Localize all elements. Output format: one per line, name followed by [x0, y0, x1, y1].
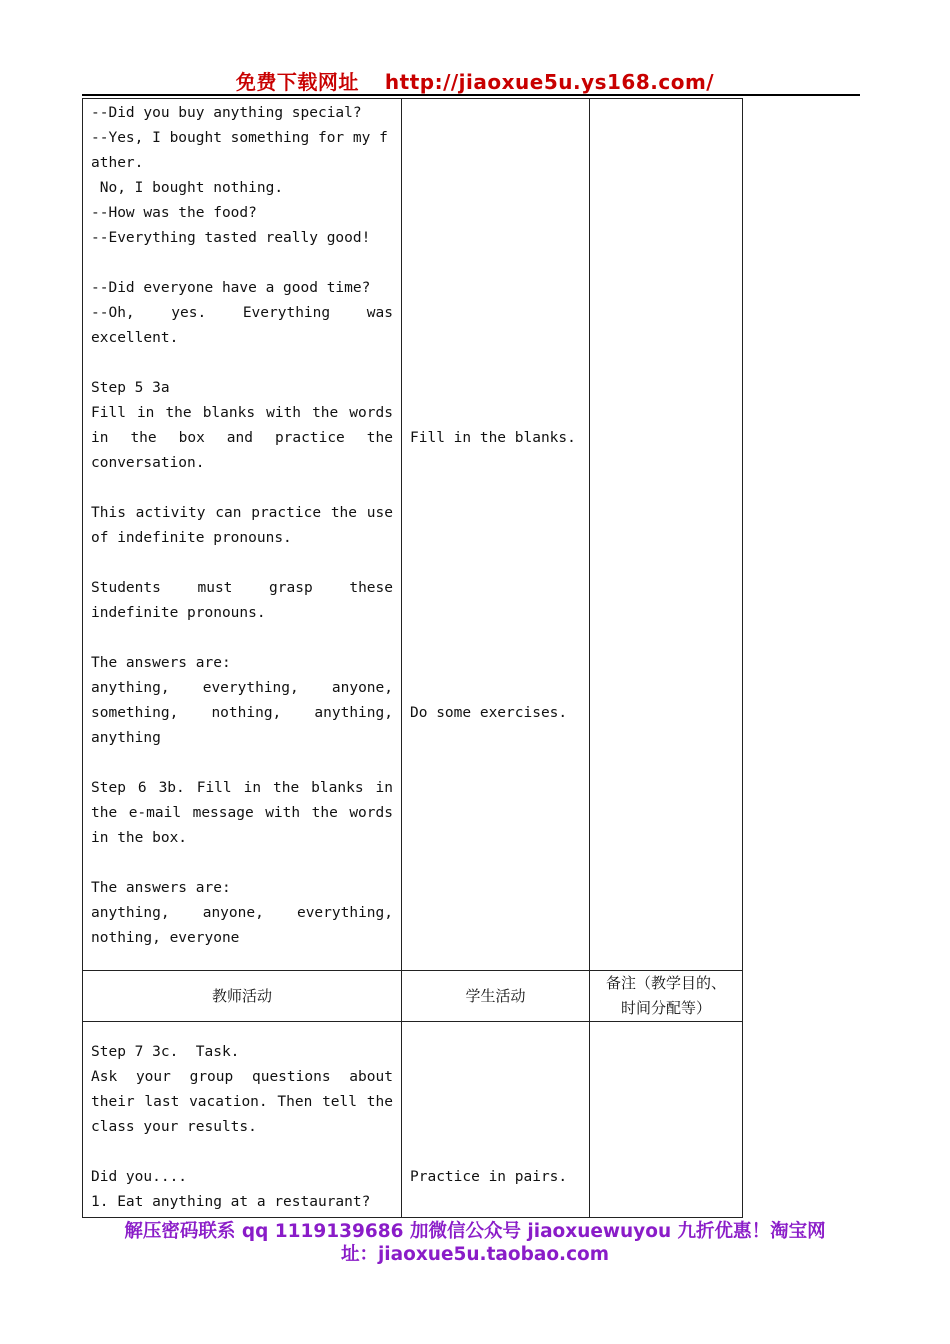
- text-line-justified: This activity can practice the use: [91, 505, 393, 521]
- text-line: anything: [91, 730, 161, 746]
- text-line-justified: something, nothing, anything,: [91, 705, 393, 721]
- student-activity-fill-blanks: Fill in the blanks.: [410, 430, 576, 446]
- text-line-justified: Students must grasp these: [91, 580, 393, 596]
- text-line: of indefinite pronouns.: [91, 530, 292, 546]
- header-rule: [82, 94, 860, 96]
- header-notes-line1: 备注（教学目的、: [605, 974, 726, 992]
- student-activity-cell: [402, 1022, 590, 1218]
- page-footer: [85, 1220, 865, 1266]
- lesson-table-top: [82, 98, 743, 971]
- text-line: Did you....: [91, 1169, 188, 1185]
- header-url[interactable]: http://jiaoxue5u.ys168.com/: [384, 70, 715, 94]
- header-notes-line2: 时间分配等）: [620, 999, 711, 1017]
- footer-line2[interactable]: 址：jiaoxue5u.taobao.com: [340, 1244, 610, 1265]
- student-activity-exercises: Do some exercises.: [410, 705, 568, 721]
- header-teacher-activity: 教师活动: [83, 971, 402, 1022]
- page-header: [0, 66, 950, 95]
- student-activity-pairs: Practice in pairs.: [410, 1169, 568, 1185]
- text-line: --How was the food?: [91, 205, 257, 221]
- text-line: nothing, everyone: [91, 930, 240, 946]
- text-line: 1. Eat anything at a restaurant?: [91, 1194, 371, 1210]
- text-line: --Did you buy anything special?: [91, 105, 362, 121]
- notes-cell: [590, 1022, 743, 1218]
- text-line: class your results.: [91, 1119, 257, 1135]
- student-activity-cell: [402, 99, 590, 971]
- text-line-justified: --Oh, yes. Everything was: [91, 305, 393, 321]
- text-line-justified: Fill in the blanks with the words: [91, 405, 393, 421]
- text-line: --Did everyone have a good time?: [91, 280, 371, 296]
- text-line-justified: the e-mail message with the words: [91, 805, 393, 821]
- footer-line1: 解压密码联系 qq 1119139686 加微信公众号 jiaoxuewuyou 九折优惠！淘宝网: [124, 1221, 826, 1242]
- text-line: Step 5 3a: [91, 380, 170, 396]
- text-line-justified: Step 6 3b. Fill in the blanks in: [91, 780, 393, 796]
- teacher-activity-cell: [83, 1022, 402, 1218]
- header-notes: [590, 971, 743, 1022]
- header-student-activity: 学生活动: [402, 971, 590, 1022]
- text-line: indefinite pronouns.: [91, 605, 266, 621]
- text-line-justified: anything, anyone, everything,: [91, 905, 393, 921]
- text-line: No, I bought nothing.: [91, 180, 284, 196]
- text-line-justified: Ask your group questions about: [91, 1069, 393, 1085]
- lesson-table-bottom: [82, 970, 743, 1218]
- text-line: --Everything tasted really good!: [91, 230, 371, 246]
- text-line: The answers are:: [91, 880, 231, 896]
- text-line-justified: anything, everything, anyone,: [91, 680, 393, 696]
- header-label: 免费下载网址: [235, 70, 359, 94]
- text-line-justified: their last vacation. Then tell the: [91, 1094, 393, 1110]
- text-line: The answers are:: [91, 655, 231, 671]
- notes-cell: [590, 99, 743, 971]
- text-line: in the box.: [91, 830, 188, 846]
- text-line: --Yes, I bought something for my f: [91, 130, 388, 146]
- text-line: excellent.: [91, 330, 179, 346]
- text-line-justified: in the box and practice the: [91, 430, 393, 446]
- teacher-activity-cell: [83, 99, 402, 971]
- text-line: ather.: [91, 155, 144, 171]
- text-line: conversation.: [91, 455, 205, 471]
- text-line: Step 7 3c. Task.: [91, 1044, 240, 1060]
